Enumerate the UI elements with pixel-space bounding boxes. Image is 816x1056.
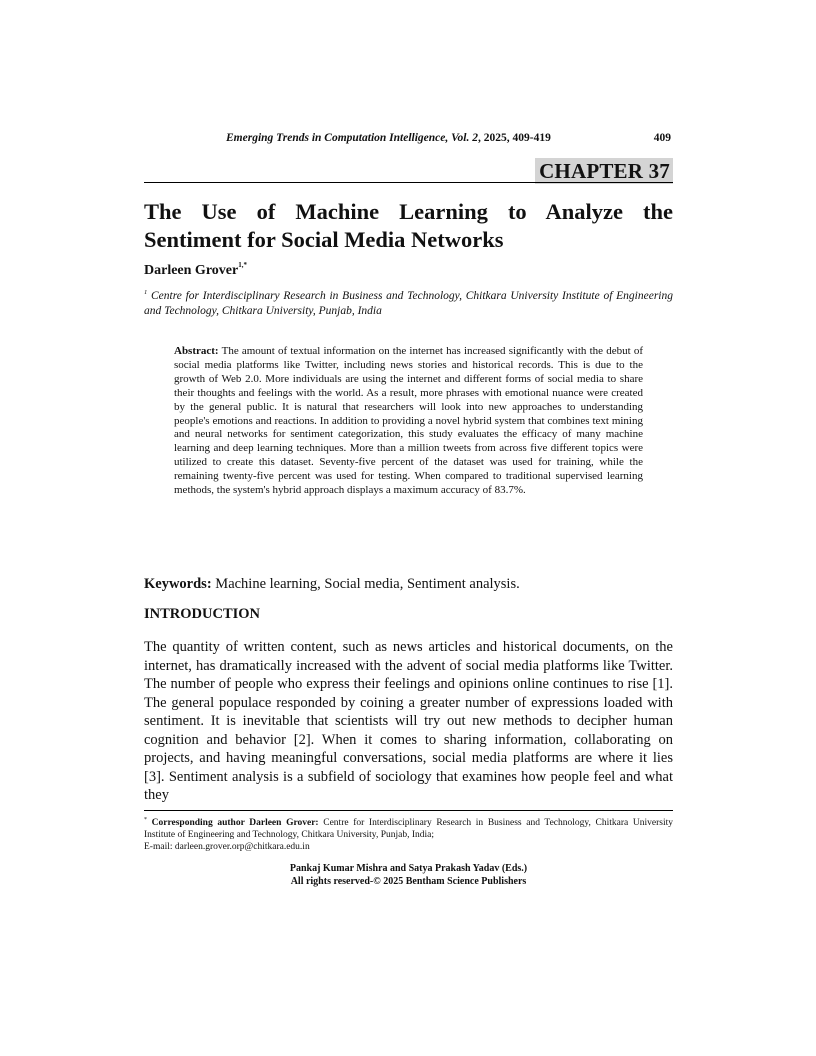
footnote-label: Corresponding author Darleen Grover: (151, 818, 319, 828)
affiliation (144, 285, 673, 319)
header-rule (144, 182, 673, 183)
journal-volume-pages: , 2025, 409-419 (477, 132, 551, 144)
footnote (144, 814, 673, 853)
author-marks: 1,* (238, 261, 247, 269)
footnote-email: E-mail: darleen.grover.orp@chitkara.edu.in (144, 842, 310, 852)
footnote-rule (144, 810, 673, 811)
copyright-line: All rights reserved-© 2025 Bentham Science Publishers (290, 875, 527, 887)
journal-name: Emerging Trends in Computation Intelligence, Vol. 2 (226, 132, 478, 144)
publisher-footer (144, 863, 673, 888)
page-number: 409 (653, 132, 671, 144)
introduction-text: The quantity of written content, such as news articles and historical documents, on the internet, has dramatically increased with the advent of social media platforms like Twitter. The number of people who express their feelings and opinions online continues to rise [1]. The general populace responded by coining a greater number of expressions loaded with sentiment. It is inevitable that scientists will try out new methods to decipher human cognition and behavior [2]. When it comes to sharing information, collaborating on projects, and having meaningful conversations, social media platforms are where it lies [3]. Sentiment analysis is a subfield of sociology that examines how people feel and what they (144, 639, 673, 803)
author-name: Darleen Grover (144, 263, 239, 278)
abstract-text: The amount of textual information on the internet has increased significantly with the debut of social media platforms like Twitter, including news stories and historical records. This is due to the growth of Web 2.0. More individuals are using the internet and different forms of social media to share their thoughts and feelings with the world. As a result, more phrases with emotional nuance were created by the general public. It is natural that researchers will look into new approaches to understanding people's emotions and reactions. In addition to providing a novel hybrid system that combines text mining and neural networks for sentiment categorization, this study evaluates the efficacy of many machine learning and deep learning techniques. More than a million tweets from across five different topics were utilized to create this dataset. Seventy-five percent of the dataset was used for training, while the remaining twenty-five percent was used for testing. When compared to traditional supervised learning methods, the system's hybrid approach displays a maximum accuracy of 83.7%. (174, 345, 643, 497)
paper-title-line-1: The Use of Machine Learning to Analyze the (144, 199, 673, 224)
footnote-mark: * (144, 817, 147, 823)
affiliation-text: Centre for Interdisciplinary Research in Business and Technology, Chitkara University Institute of Engineering and Technology, Chitkara University, Punjab, India (144, 290, 673, 317)
journal-citation (226, 132, 551, 144)
footnote-text: Centre for Interdisciplinary Research in Business and Technology, Chitkara University Institute of Engineering and Technology, Chitkara University, Punjab, India; (144, 818, 673, 840)
editors-line: Pankaj Kumar Mishra and Satya Prakash Yadav (Eds.) (289, 863, 528, 874)
keywords (144, 575, 673, 593)
affiliation-mark: 1 (144, 289, 148, 296)
keywords-text: Machine learning, Social media, Sentiment analysis. (215, 576, 520, 592)
paper-title (144, 198, 673, 254)
keywords-label: Keywords: (144, 576, 212, 592)
author (144, 261, 247, 279)
abstract (174, 345, 643, 498)
running-header (144, 132, 673, 148)
abstract-label: Abstract: (174, 345, 219, 357)
section-heading-introduction: INTRODUCTION (144, 606, 261, 622)
paper-title-line-2: Sentiment for Social Media Networks (144, 227, 504, 252)
chapter-label: CHAPTER 37 (535, 158, 673, 184)
